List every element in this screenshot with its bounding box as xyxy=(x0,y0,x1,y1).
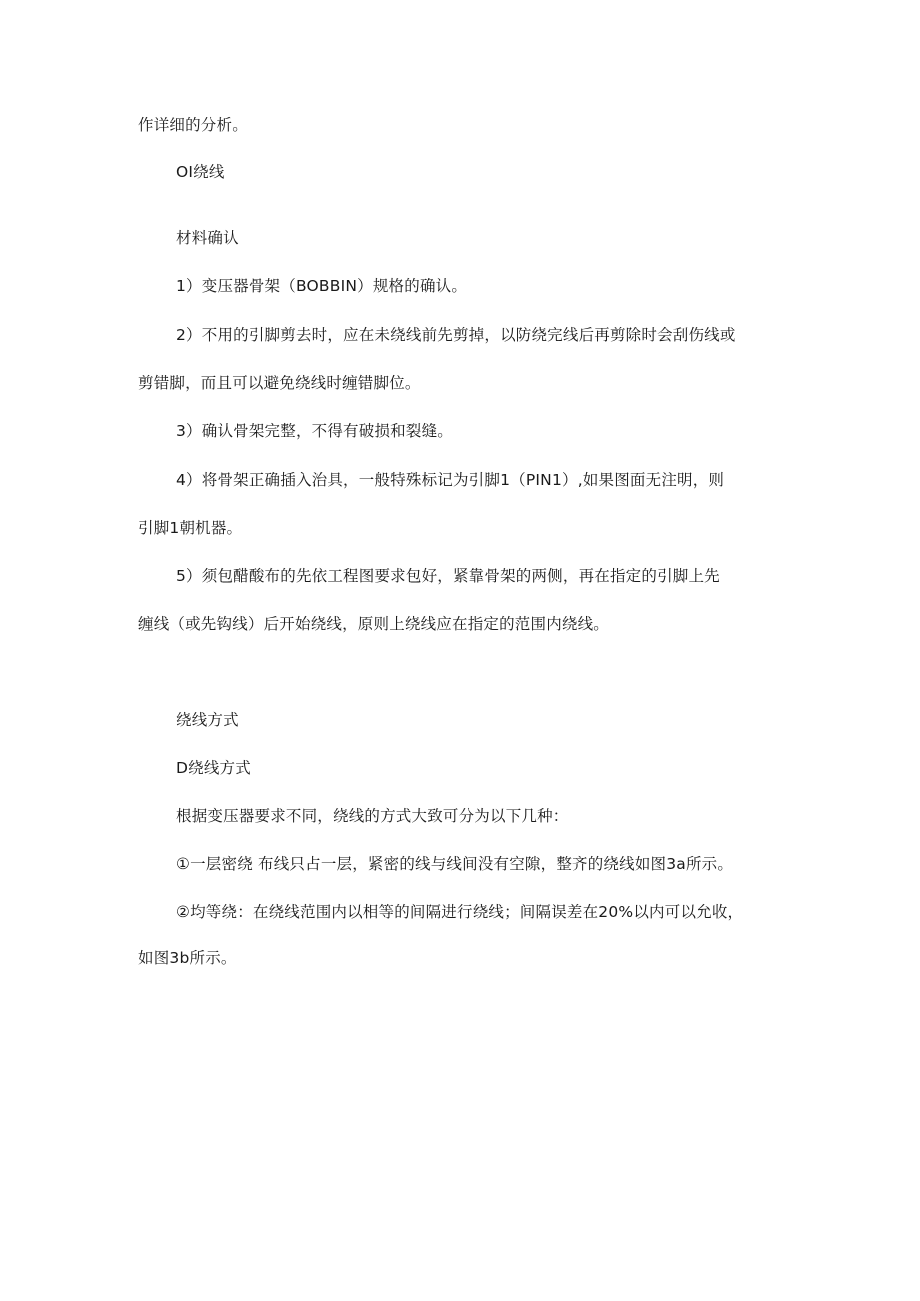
subsection-heading-d-winding-method: D绕线方式 xyxy=(176,759,251,777)
paragraph-winding-types: 根据变压器要求不同，绕线的方式大致可分为以下几种： xyxy=(176,807,569,825)
list-item-4-line-1: 4）将骨架正确插入治具，一般特殊标记为引脚1（PIN1）,如果图面无注明，则 xyxy=(176,471,725,489)
list-item-2-line-1: 2）不用的引脚剪去时，应在未绕线前先剪掉，以防绕完线后再剪除时会刮伤线或 xyxy=(176,326,736,344)
list-item-2-line-2: 剪错脚，而且可以避免绕线时缠错脚位。 xyxy=(138,374,421,392)
list-item-even-winding-line-2: 如图3b所示。 xyxy=(138,949,237,967)
list-item-even-winding-line-1: ②均等绕：在绕线范围内以相等的间隔进行绕线；间隔误差在20%以内可以允收， xyxy=(176,903,744,921)
list-item-1: 1）变压器骨架（BOBBIN）规格的确认。 xyxy=(176,277,468,295)
list-item-3: 3）确认骨架完整，不得有破损和裂缝。 xyxy=(176,422,453,440)
list-item-5-line-1: 5）须包醋酸布的先依工程图要求包好，紧靠骨架的两侧，再在指定的引脚上先 xyxy=(176,567,720,585)
list-item-dense-winding: ①一层密绕 布线只占一层，紧密的线与线间没有空隙，整齐的绕线如图3a所示。 xyxy=(176,855,734,873)
paragraph-continuation: 作详细的分析。 xyxy=(138,116,248,134)
list-item-5-line-2: 缠线（或先钩线）后开始绕线，原则上绕线应在指定的范围内绕线。 xyxy=(138,615,610,633)
list-item-4-line-2: 引脚1朝机器。 xyxy=(138,519,243,537)
section-heading-winding: OI绕线 xyxy=(176,163,225,181)
subsection-heading-winding-method: 绕线方式 xyxy=(176,711,239,729)
subsection-heading-material-check: 材料确认 xyxy=(176,229,239,247)
